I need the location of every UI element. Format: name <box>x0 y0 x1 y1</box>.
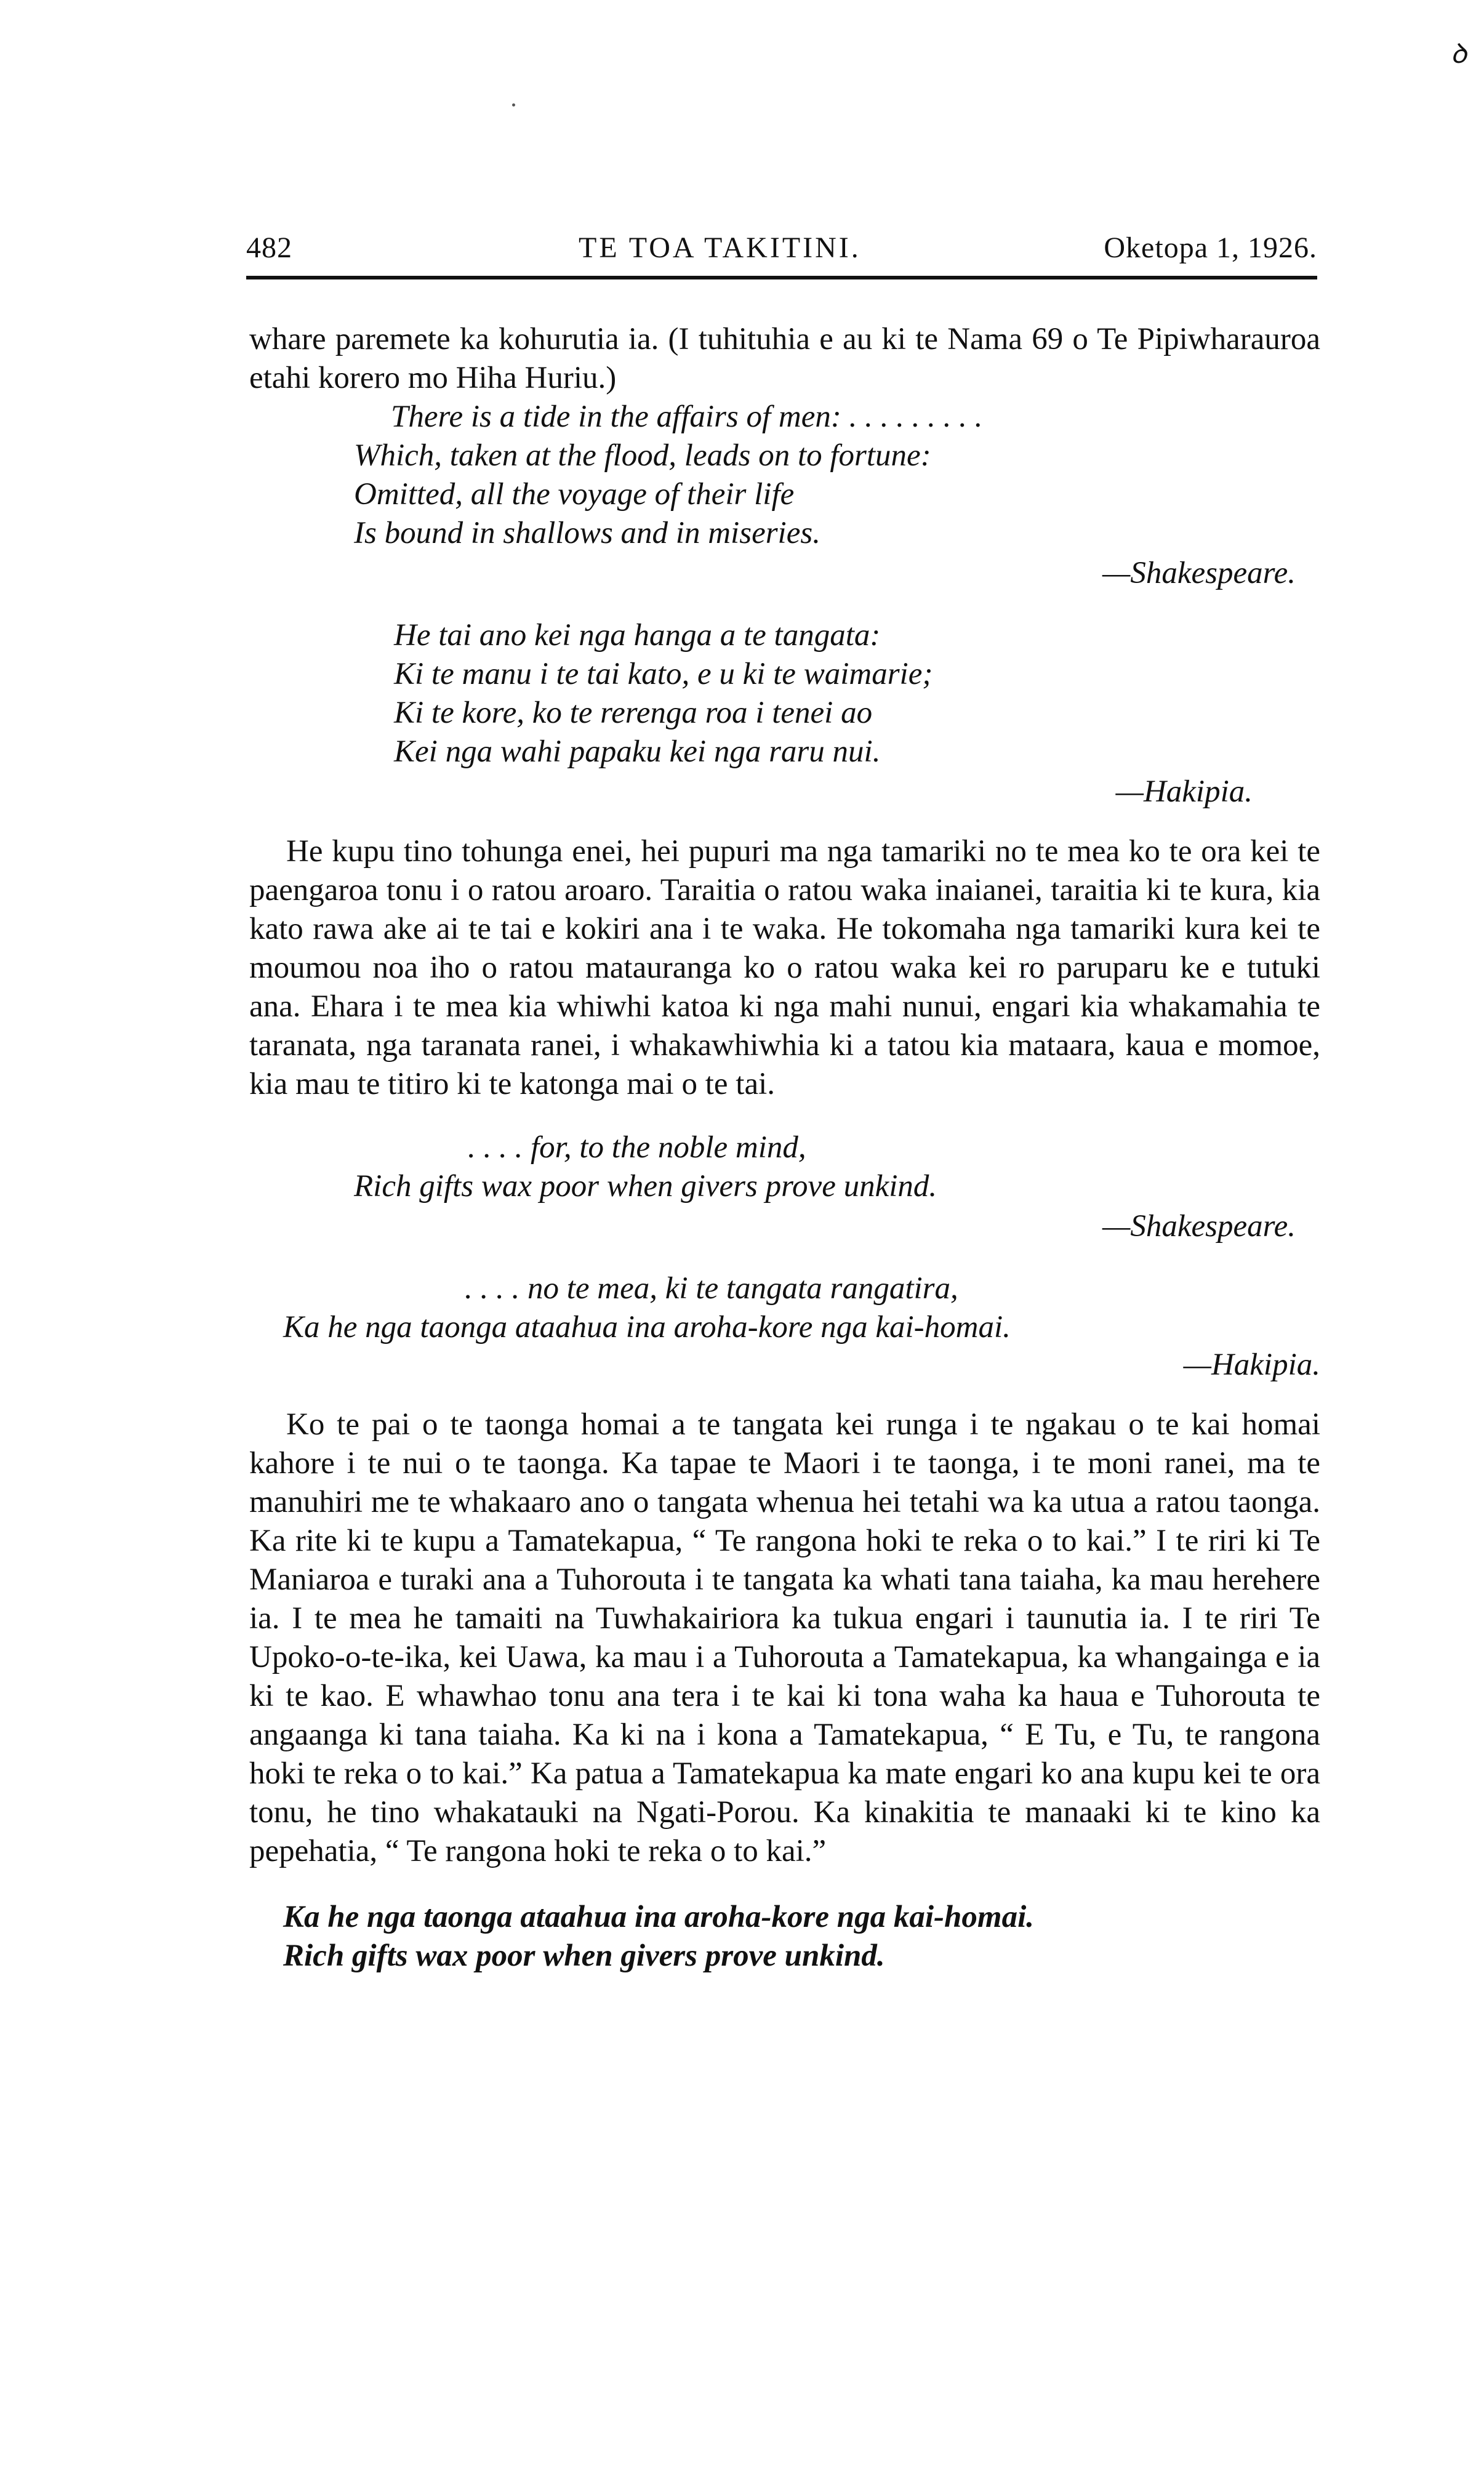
verse-line: Ka he nga taonga ataahua ina aroha-kore nga kai-homai. <box>283 1310 1011 1345</box>
body-paragraph: He kupu tino tohunga enei, hei pupuri ma nga tamariki no te mea ko te ora kei te paengaroa tonu i o ratou aroaro. Taraitia o ratou waka inaianei, taraitia ki te kura, kia kato rawa ake ai te tai e kokiri ana i te waka. He tokomaha nga tamariki kura kei te moumou noa iho o ratou matauranga ko o ratou waka kei ro paruparu ke e tutuki ana. Ehara i te mea kia whiwhi katoa ki nga mahi nunui, engari kia whakamahia te taranata, nga taranata ranei, i whakawhiwhia ki a tatou kia mataara, kaua e momoe, kia mau te titiro ki te katonga mai o te tai. <box>249 834 1320 1101</box>
issue-date: Oketopa 1, 1926. <box>1104 231 1317 264</box>
margin-mark: ꝺ <box>1450 39 1467 69</box>
intro-paragraph: whare paremete ka kohurutia ia. (I tuhituhia e au ki te Nama 69 o Te Pipiwharauroa etahi korero mo Hiha Huriu.) <box>249 322 1320 395</box>
header-rule <box>246 276 1317 279</box>
page-number: 482 <box>246 231 292 264</box>
body-paragraph: Ko te pai o te taonga homai a te tangata kei runga i te ngakau o te kai homai kahore i te nui o te taonga. Ka tapae te Maori i te taonga, i te moni ranei, ma te manuhiri me te whakaaro ano o tangata whenua hei tetahi wa ka utua a ratou taonga. Ka rite ki te kupu a Tamatekapua, “ Te rangona hoki te reka o to kai.” I te riri ki Te Maniaroa e turaki ana a Tuhorouta i te tangata ka whati tana taiaha, ka mau herehere ia. I te mea he tamaiti na Tuwhakairiora ka tukua engari i taunutia ia. I te riri Te Upoko-o-te-ika, kei Uawa, ka mau i a Tuhorouta a Tamatekapua, ka whangainga e ia ki te kao. E whawhao tonu ana tera i te kai ki tona waha ka haua e Tuhorouta te angaanga ki tana taiaha. Ka ki na i kona a Tamatekapua, “ E Tu, e Tu, te rangona hoki te reka o to kai.” Ka patua a Tamatekapua ka mate engari ko ana kupu kei te ora tonu, he tino whakatauki na Ngati-Porou. Ka kinakitia te manaaki ki te kino ka pepehatia, “ Te rangona hoki te reka o to kai.” <box>249 1407 1320 1868</box>
speck-mark <box>512 103 515 107</box>
verse-line: Omitted, all the voyage of their life <box>354 477 795 512</box>
closing-proverb <box>249 1898 1320 1976</box>
verse-line: Rich gifts wax poor when givers prove unkind. <box>354 1169 937 1204</box>
page-body <box>249 320 1320 1976</box>
verse-line: Is bound in shallows and in miseries. <box>354 516 820 550</box>
verse-line: Which, taken at the flood, leads on to fortune: <box>354 438 931 473</box>
proverb-line: Rich gifts wax poor when givers prove unkind. <box>283 1939 885 1973</box>
verse-line: There is a tide in the affairs of men: . . . . . . . . . <box>391 400 983 434</box>
running-header <box>246 231 1317 274</box>
verse-line: . . . . no te mea, ki te tangata rangatira, <box>465 1271 958 1306</box>
quote-shakespeare-tide <box>249 398 1320 553</box>
quote-attribution: —Shakespeare. <box>1102 1209 1296 1244</box>
verse-line: . . . . for, to the noble mind, <box>468 1130 806 1165</box>
quote-hakipia-gifts <box>249 1269 1320 1347</box>
proverb-line: Ka he nga taonga ataahua ina aroha-kore nga kai-homai. <box>283 1900 1034 1934</box>
verse-line: He tai ano kei nga hanga a te tangata: <box>394 618 881 653</box>
verse-line: Ki te manu i te tai kato, e u ki te waimarie; <box>394 657 933 691</box>
quote-attribution: —Hakipia. <box>1183 1348 1320 1382</box>
quote-shakespeare-gifts <box>249 1128 1320 1206</box>
quote-attribution: —Shakespeare. <box>1102 556 1296 590</box>
quote-hakipia-tide <box>249 616 1320 771</box>
quote-attribution: —Hakipia. <box>1115 774 1253 809</box>
verse-line: Ki te kore, ko te rerenga roa i tenei ao <box>394 696 873 730</box>
verse-line: Kei nga wahi papaku kei nga raru nui. <box>394 734 881 769</box>
publication-title: TE TOA TAKITINI. <box>579 231 861 264</box>
